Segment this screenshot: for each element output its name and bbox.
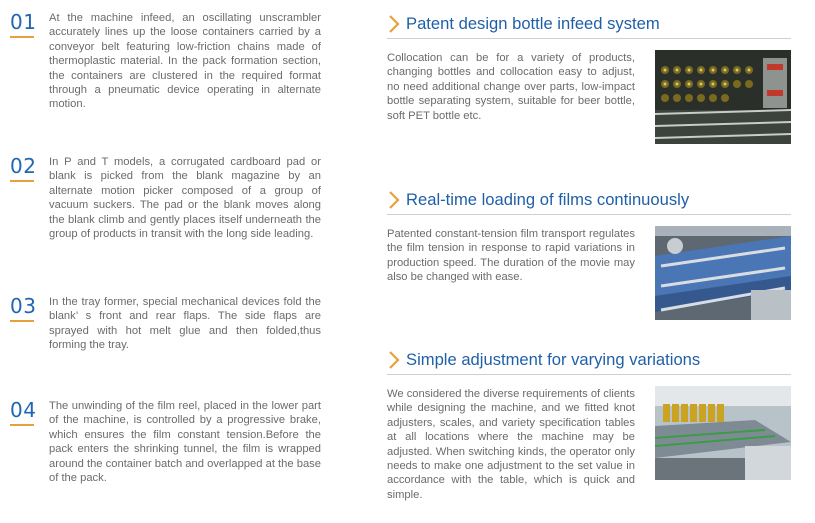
step-text: At the machine infeed, an oscillating unscrambler accurately lines up the loose containers carried by a conveyor belt featuring low-friction chains made of thermoplastic material. In the pack formation section, the containers are clustered in the required format through a pneumatic device operating in alternate motion.	[49, 12, 321, 111]
step-number: 03	[10, 294, 37, 318]
step-number-underline	[10, 36, 34, 38]
step-number: 04	[10, 398, 37, 422]
feature-header	[387, 12, 791, 39]
bottle-infeed-photo	[655, 50, 791, 144]
chevron-right-icon	[387, 190, 401, 210]
feature-title: Real-time loading of films continuously	[406, 190, 690, 209]
chevron-right-icon	[387, 14, 401, 34]
step-number-underline	[10, 180, 34, 182]
step-text: The unwinding of the film reel, placed in the lower part of the machine, is controlled by a progressive brake, which ensures the film constant tension.Before the pack enters the shrinking tunnel, the film is wrapped around the container batch and overlapped at the base of the pack.	[49, 400, 321, 485]
step-number: 02	[10, 154, 37, 178]
feature-film-loading	[387, 188, 791, 284]
feature-text: Patented constant-tension film transport regulates the film tension in response to rapid variations in production speed. The duration of the movie may also be changed with ease.	[387, 228, 635, 284]
feature-header	[387, 348, 791, 375]
feature-title: Simple adjustment for varying variations	[406, 350, 701, 369]
chevron-right-icon	[387, 350, 401, 370]
feature-simple-adjustment	[387, 348, 791, 501]
step-number: 01	[10, 10, 37, 34]
feature-title: Patent design bottle infeed system	[406, 14, 660, 33]
step-number-underline	[10, 424, 34, 426]
step-text: In P and T models, a corrugated cardboard pad or blank is picked from the blank magazine by an alternate motion picker composed of a group of vacuum suckers. The pad or the blank moves along the blank climb and gently places itself underneath the group of products in transit with the long side leading.	[49, 156, 321, 241]
step-text: In the tray former, special mechanical devices fold the blank’ s front and rear flaps. The side flaps are sprayed with hot melt glue and then folded,thus forming the tray.	[49, 296, 321, 352]
feature-text: We considered the diverse requirements of clients while designing the machine, and we fitted knot adjusters, scales, and variety specification tables at all locations where the machine may be adjusted. When switching kinds, the operator only needs to make one adjustment to the set value in accordance with the table, which is quick and simple.	[387, 388, 635, 501]
feature-bottle-infeed	[387, 12, 791, 122]
film-loading-photo	[655, 226, 791, 320]
simple-adjustment-photo	[655, 386, 791, 480]
feature-header	[387, 188, 791, 215]
step-number-underline	[10, 320, 34, 322]
feature-text: Collocation can be for a variety of products, changing bottles and collocation easy to adjust, no need additional change over parts, low-impact bottle separating system, suitable for beer bottle, soft PET bottle etc.	[387, 52, 635, 122]
